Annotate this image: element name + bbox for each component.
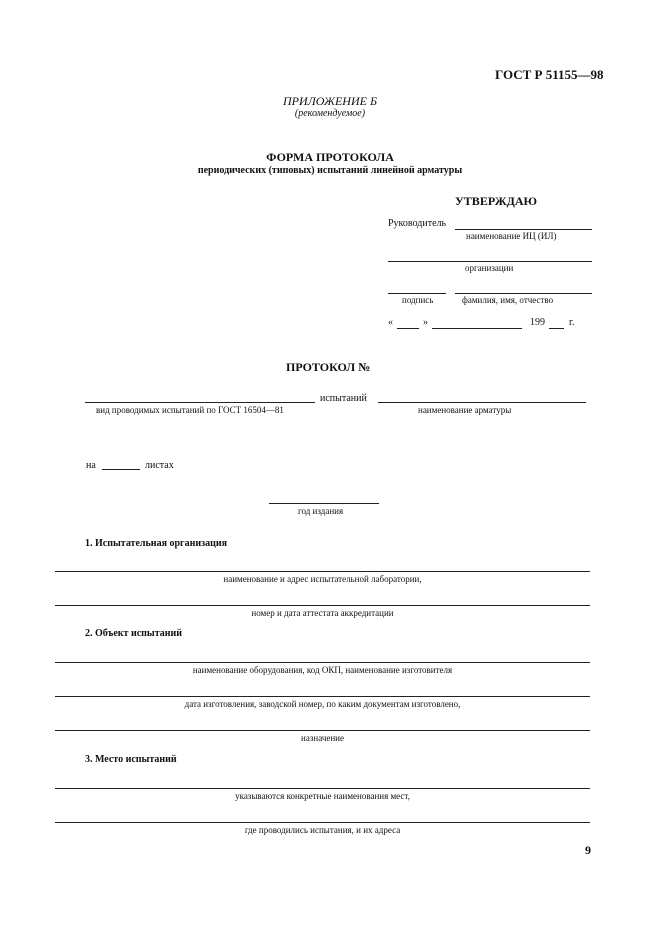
date-day-line	[397, 328, 419, 329]
appendix-subtitle: (рекомендуемое)	[294, 108, 366, 119]
armature-name-line	[378, 402, 586, 403]
section-1-caption-1: наименование и адрес испытательной лаборатории,	[223, 574, 422, 584]
test-type-line	[85, 402, 315, 403]
armature-caption: наименование арматуры	[418, 405, 512, 415]
date-open-quote: «	[388, 317, 393, 328]
section-3-line-2	[55, 822, 590, 823]
date-year-line	[549, 328, 564, 329]
section-3-title: 3. Место испытаний	[85, 754, 177, 765]
section-2-title: 2. Объект испытаний	[85, 628, 183, 639]
section-1-title: 1. Испытательная организация	[85, 538, 228, 549]
organization-line	[388, 261, 592, 262]
publication-year-line	[269, 503, 379, 504]
section-1-line-2	[55, 605, 590, 606]
signature-caption: подпись	[402, 295, 434, 305]
section-2-caption-1: наименование оборудования, код ОКП, наименование изготовителя	[192, 665, 453, 675]
protocol-title: ПРОТОКОЛ №	[286, 360, 371, 374]
organization-caption: организации	[465, 263, 514, 273]
test-type-caption: вид проводимых испытаний по ГОСТ 16504—81	[96, 405, 284, 415]
form-title: ФОРМА ПРОТОКОЛА	[266, 150, 394, 164]
section-2-caption-3: назначение	[301, 733, 344, 743]
head-name-line	[455, 229, 592, 230]
section-3-caption-2: где проводились испытания, и их адреса	[244, 825, 401, 835]
form-subtitle: периодических (типовых) испытаний линейной арматуры	[197, 165, 463, 176]
head-caption: наименование ИЦ (ИЛ)	[466, 231, 557, 241]
year-suffix: г.	[569, 317, 575, 328]
section-2-caption-2: дата изготовления, заводской номер, по каким документам изготовлено,	[184, 699, 461, 709]
publication-year-caption: год издания	[298, 506, 344, 516]
section-2-line-2	[55, 696, 590, 697]
approval-heading: УТВЕРЖДАЮ	[455, 194, 538, 208]
full-name-caption: фамилия, имя, отчество	[462, 295, 554, 305]
on-word: на	[86, 460, 96, 471]
section-1-line-1	[55, 571, 590, 572]
sheets-word: листах	[145, 460, 174, 471]
section-3-caption-1: указываются конкретные наименования мест,	[235, 791, 410, 801]
section-1-caption-2: номер и дата аттестата аккредитации	[251, 608, 394, 618]
head-label: Руководитель	[388, 218, 447, 229]
date-close-quote: »	[423, 317, 428, 328]
standard-number: ГОСТ Р 51155—98	[495, 67, 604, 82]
sheets-count-line	[102, 469, 140, 470]
appendix-title: ПРИЛОЖЕНИЕ Б	[282, 94, 378, 108]
date-month-line	[432, 328, 522, 329]
tests-word: испытаний	[320, 393, 367, 404]
year-prefix: 199	[530, 317, 545, 328]
section-3-line-1	[55, 788, 590, 789]
signature-line	[388, 293, 446, 294]
full-name-line	[455, 293, 592, 294]
section-2-line-3	[55, 730, 590, 731]
page-number: 9	[585, 843, 591, 857]
section-2-line-1	[55, 662, 590, 663]
